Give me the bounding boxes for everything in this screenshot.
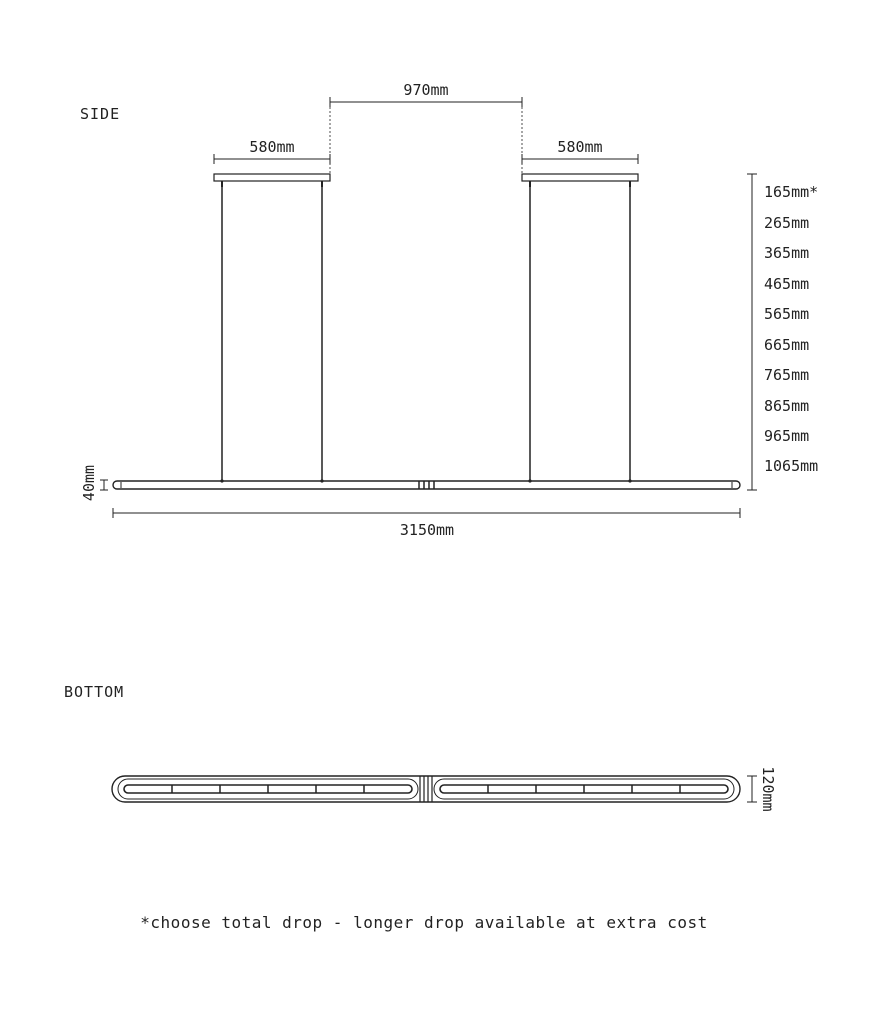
left-canopy	[214, 174, 330, 187]
bar-width-dimension	[747, 766, 777, 811]
center-gap-dimension	[330, 81, 522, 178]
drop-option: 1065mm	[764, 457, 819, 475]
total-length-label: 3150mm	[399, 521, 455, 539]
bar-width-label: 120mm	[759, 766, 777, 812]
drop-option: 365mm	[764, 244, 810, 262]
left-canopy-label: 580mm	[249, 138, 295, 156]
drop-option: 965mm	[764, 427, 810, 445]
right-canopy-label: 580mm	[557, 138, 603, 156]
drop-option: 865mm	[764, 397, 810, 415]
drop-option: 765mm	[764, 366, 810, 384]
drop-option: 465mm	[764, 275, 810, 293]
bar-height-label: 40mm	[80, 464, 98, 502]
right-canopy	[522, 174, 638, 187]
left-canopy-dimension	[214, 138, 330, 164]
drop-option: 165mm*	[764, 183, 819, 201]
drop-range-dimension	[747, 174, 757, 490]
side-bar	[113, 479, 740, 489]
side-section-label: SIDE	[80, 105, 121, 123]
bottom-bar	[112, 776, 740, 802]
drop-options-list	[764, 183, 818, 475]
bar-height-dimension	[80, 465, 108, 501]
drop-option: 565mm	[764, 305, 810, 323]
right-canopy-dimension	[522, 138, 638, 164]
footnote: *choose total drop - longer drop available at extra cost	[140, 913, 708, 932]
drop-option: 265mm	[764, 214, 810, 232]
suspension-cables	[222, 187, 630, 481]
center-gap-label: 970mm	[403, 81, 449, 99]
drop-option: 665mm	[764, 336, 810, 354]
bottom-section-label: BOTTOM	[64, 683, 125, 701]
total-length-dimension	[113, 508, 740, 539]
